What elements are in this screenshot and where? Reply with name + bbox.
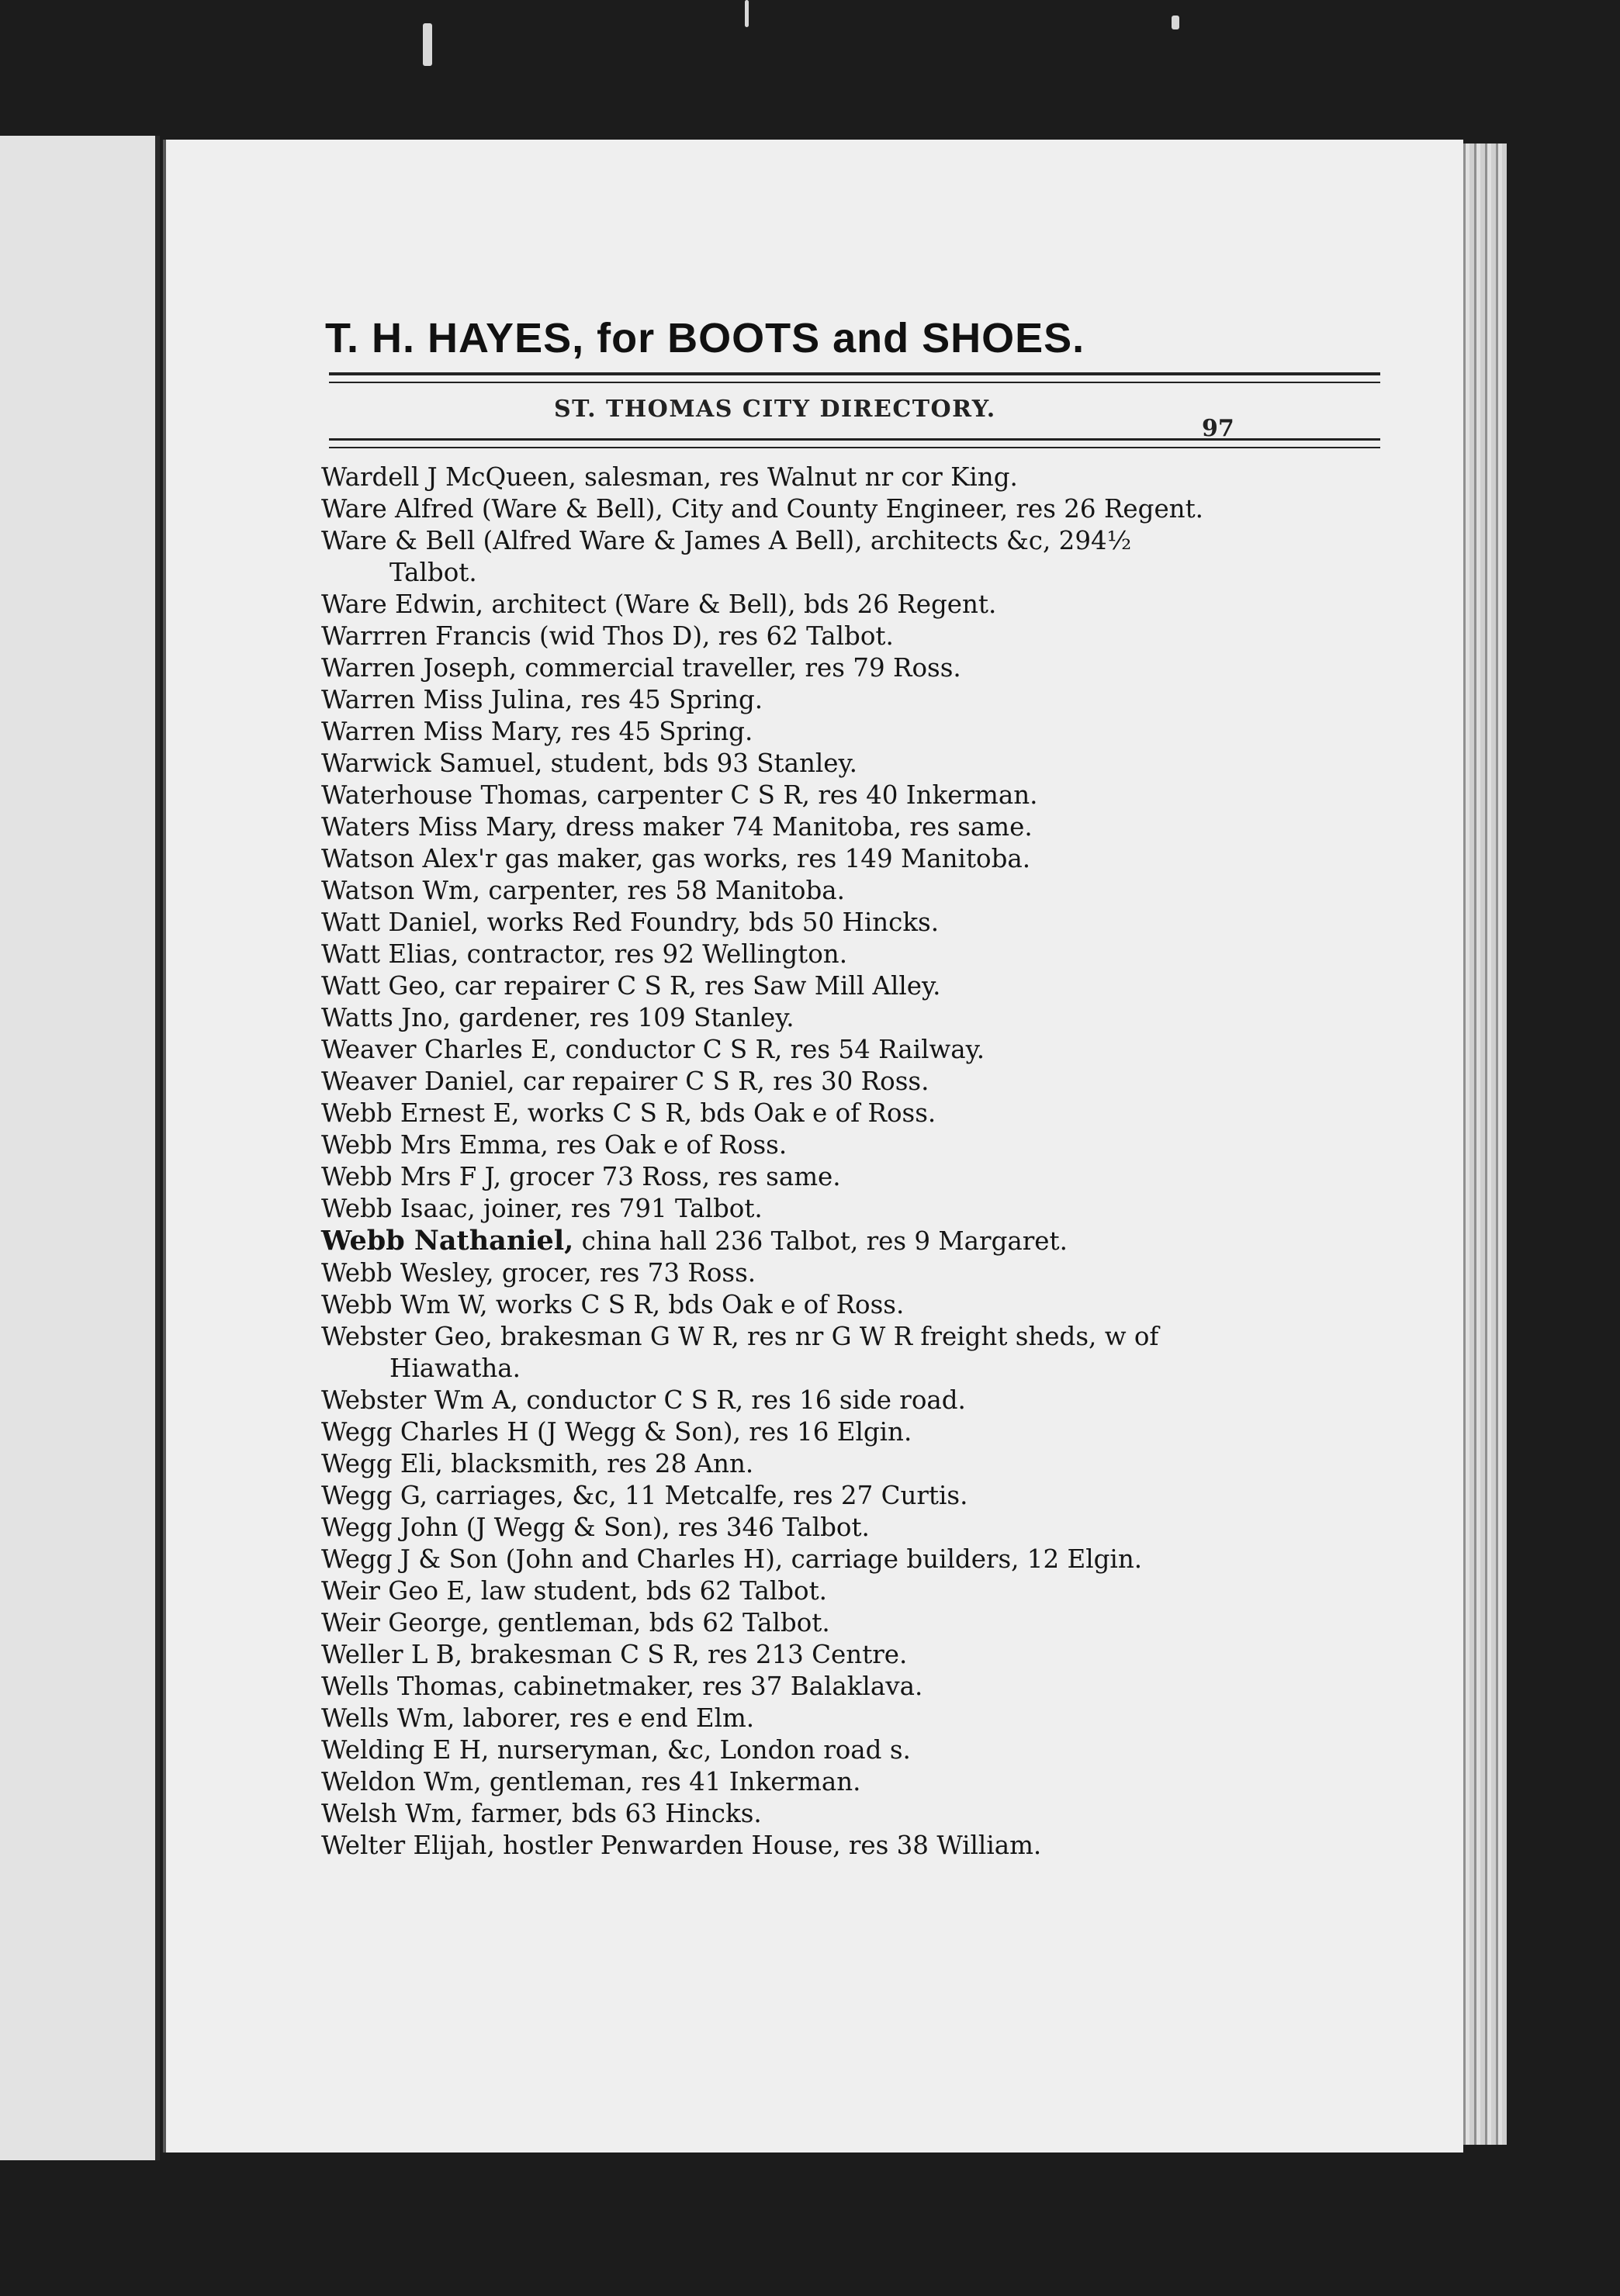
directory-entry: [321, 589, 1400, 621]
directory-entry: [321, 1607, 1400, 1639]
entry-text: Webb Mrs F J, grocer 73 Ross, res same.: [321, 1162, 841, 1191]
directory-entry: [321, 843, 1400, 875]
directory-entry: [321, 1766, 1400, 1798]
entry-text: Wegg G, carriages, &c, 11 Metcalfe, res 27 Curtis.: [321, 1481, 968, 1510]
entry-continuation: Hiawatha.: [389, 1354, 521, 1383]
film-speck: [1172, 16, 1179, 29]
page-number: 97: [1202, 415, 1234, 442]
directory-entries: [321, 462, 1400, 1862]
directory-entry: [321, 970, 1400, 1002]
running-head: ST. THOMAS CITY DIRECTORY.: [554, 396, 996, 423]
entry-text: Wells Thomas, cabinetmaker, res 37 Balaklava.: [321, 1672, 923, 1701]
directory-entry: [321, 462, 1400, 493]
entry-text: Warren Joseph, commercial traveller, res 79 Ross.: [321, 653, 961, 683]
directory-entry: [321, 1225, 1400, 1257]
entry-continuation: Talbot.: [389, 558, 477, 587]
header-rule: [329, 382, 1380, 383]
directory-entry: [321, 1512, 1400, 1544]
entry-text: Watt Geo, car repairer C S R, res Saw Mill Alley.: [321, 971, 941, 1001]
page-stack-edge: [1459, 144, 1507, 2145]
directory-page: [163, 140, 1463, 2152]
entry-text: Warrren Francis (wid Thos D), res 62 Talbot.: [321, 621, 894, 651]
directory-entry: [321, 1002, 1400, 1034]
entry-text: Ware Alfred (Ware & Bell), City and County Engineer, res 26 Regent.: [321, 494, 1204, 524]
directory-entry: [321, 1161, 1400, 1193]
directory-entry: [321, 652, 1400, 684]
directory-entry: [321, 1639, 1400, 1671]
entry-text: Webb Wesley, grocer, res 73 Ross.: [321, 1258, 756, 1288]
entry-text: Watson Wm, carpenter, res 58 Manitoba.: [321, 876, 845, 905]
entry-text: Welding E H, nurseryman, &c, London road s.: [321, 1735, 911, 1765]
directory-entry: [321, 1798, 1400, 1830]
directory-entry: [321, 716, 1400, 748]
entry-text: Weller L B, brakesman C S R, res 213 Centre.: [321, 1640, 908, 1669]
directory-entry: [321, 1385, 1400, 1416]
entry-text: Wegg J & Son (John and Charles H), carriage builders, 12 Elgin.: [321, 1544, 1143, 1574]
film-speck: [745, 0, 749, 27]
directory-entry: [321, 1544, 1400, 1575]
entry-text: Watts Jno, gardener, res 109 Stanley.: [321, 1003, 794, 1032]
header-rule: [329, 447, 1380, 448]
entry-text: Ware Edwin, architect (Ware & Bell), bds 26 Regent.: [321, 590, 997, 619]
directory-entry: [321, 1734, 1400, 1766]
directory-entry: [321, 1034, 1400, 1066]
entry-text: Webb Wm W, works C S R, bds Oak e of Ross.: [321, 1290, 905, 1319]
entry-text: Wardell J McQueen, salesman, res Walnut nr cor King.: [321, 462, 1018, 492]
directory-entry: [321, 907, 1400, 939]
directory-entry: [321, 493, 1400, 525]
directory-entry: [321, 1289, 1400, 1321]
directory-entry: [321, 939, 1400, 970]
header-rule: [329, 372, 1380, 375]
entry-text: china hall 236 Talbot, res 9 Margaret.: [573, 1226, 1068, 1256]
directory-entry: [321, 1671, 1400, 1703]
entry-text: Warren Miss Mary, res 45 Spring.: [321, 717, 753, 746]
entry-text: Weir George, gentleman, bds 62 Talbot.: [321, 1608, 830, 1637]
entry-text: Warwick Samuel, student, bds 93 Stanley.: [321, 749, 857, 778]
directory-entry: [321, 1703, 1400, 1734]
entry-text: Webb Ernest E, works C S R, bds Oak e of Ross.: [321, 1098, 936, 1128]
entry-text: Weaver Daniel, car repairer C S R, res 30 Ross.: [321, 1067, 929, 1096]
directory-entry: [321, 748, 1400, 780]
entry-text: Ware & Bell (Alfred Ware & James A Bell), architects &c, 294½: [321, 526, 1132, 555]
entry-name-bold: Webb Nathaniel,: [321, 1225, 574, 1257]
directory-entry: [321, 1066, 1400, 1098]
directory-entry: [321, 1257, 1400, 1289]
directory-entry: [321, 1321, 1400, 1385]
entry-text: Wegg John (J Wegg & Son), res 346 Talbot.: [321, 1513, 870, 1542]
directory-entry: [321, 1448, 1400, 1480]
advertisement-banner: T. H. HAYES, for BOOTS and SHOES.: [325, 315, 1085, 361]
directory-entry: [321, 684, 1400, 716]
entry-text: Wegg Eli, blacksmith, res 28 Ann.: [321, 1449, 754, 1478]
adjacent-page-edge: [0, 136, 160, 2160]
entry-text: Watt Elias, contractor, res 92 Wellington.: [321, 939, 848, 969]
directory-entry: [321, 875, 1400, 907]
entry-text: Wegg Charles H (J Wegg & Son), res 16 Elgin.: [321, 1417, 912, 1447]
entry-text: Waterhouse Thomas, carpenter C S R, res 40 Inkerman.: [321, 780, 1038, 810]
entry-text: Waters Miss Mary, dress maker 74 Manitoba, res same.: [321, 812, 1033, 842]
directory-entry: [321, 1129, 1400, 1161]
entry-text: Watson Alex'r gas maker, gas works, res 149 Manitoba.: [321, 844, 1031, 873]
directory-entry: [321, 525, 1400, 589]
directory-entry: [321, 1830, 1400, 1862]
entry-text: Welsh Wm, farmer, bds 63 Hincks.: [321, 1799, 762, 1828]
directory-entry: [321, 811, 1400, 843]
directory-entry: [321, 780, 1400, 811]
directory-entry: [321, 1575, 1400, 1607]
entry-text: Wells Wm, laborer, res e end Elm.: [321, 1703, 755, 1733]
entry-text: Welter Elijah, hostler Penwarden House, res 38 William.: [321, 1831, 1042, 1860]
entry-text: Webster Wm A, conductor C S R, res 16 side road.: [321, 1385, 966, 1415]
entry-text: Watt Daniel, works Red Foundry, bds 50 Hincks.: [321, 908, 940, 937]
directory-entry: [321, 1480, 1400, 1512]
entry-text: Weaver Charles E, conductor C S R, res 54 Railway.: [321, 1035, 985, 1064]
directory-entry: [321, 1098, 1400, 1129]
directory-entry: [321, 1416, 1400, 1448]
entry-text: Weldon Wm, gentleman, res 41 Inkerman.: [321, 1767, 861, 1796]
entry-text: Webb Isaac, joiner, res 791 Talbot.: [321, 1194, 763, 1223]
directory-entry: [321, 621, 1400, 652]
entry-text: Webb Mrs Emma, res Oak e of Ross.: [321, 1130, 788, 1160]
header-rule: [329, 438, 1380, 441]
film-speck: [423, 23, 432, 66]
entry-text: Warren Miss Julina, res 45 Spring.: [321, 685, 763, 714]
entry-text: Weir Geo E, law student, bds 62 Talbot.: [321, 1576, 827, 1606]
directory-entry: [321, 1193, 1400, 1225]
entry-text: Webster Geo, brakesman G W R, res nr G W R freight sheds, w of: [321, 1322, 1159, 1351]
